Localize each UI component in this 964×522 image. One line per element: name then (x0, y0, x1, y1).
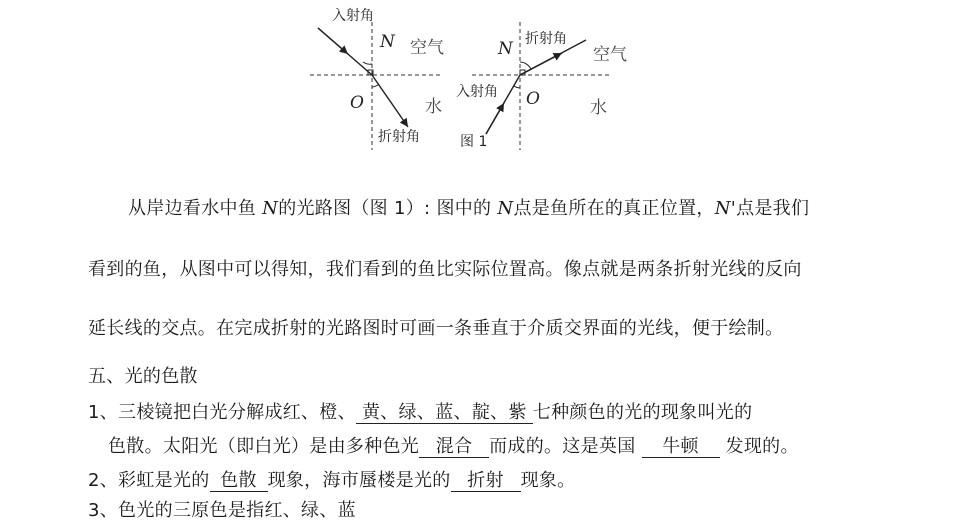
item1-line-1: 1、三棱镜把白光分解成红、橙、 黄、绿、蓝、靛、紫 七种颜色的光的现象叫光的 (88, 402, 753, 423)
right-diagram (456, 22, 627, 150)
paragraph-line-3: 延长线的交点。在完成折射的光路图时可画一条垂直于介质交界面的光线，便于绘制。 (88, 318, 784, 339)
blank-refraction: 折射 (451, 471, 521, 492)
figure-caption: 图 1 (460, 134, 488, 150)
image-n-prime-symbol: N' (714, 198, 737, 219)
paragraph-line-1: 从岸边看水中鱼 N的光路图（图 1）: 图中的 N点是鱼所在的真正位置，N'点是我们 (128, 198, 810, 219)
left-refraction-label: 折射角 (378, 129, 420, 145)
left-water-label: 水 (425, 97, 442, 117)
left-refracted-ray (372, 75, 408, 127)
fish-n-symbol: N (262, 198, 279, 219)
right-normal-label: N (498, 39, 513, 59)
right-water-label: 水 (590, 98, 607, 118)
left-point-label: O (350, 93, 364, 113)
right-refraction-label: 折射角 (525, 31, 567, 47)
right-incident-label: 入射角 (456, 84, 498, 100)
left-air-label: 空气 (410, 38, 444, 58)
fish-n-symbol: N (497, 198, 514, 219)
item3-line-partial: 3、色光的三原色是指红、绿、蓝 (88, 500, 356, 521)
blank-mix: 混合 (419, 437, 489, 458)
paragraph-line-2: 看到的鱼，从图中可以得知，我们看到的鱼比实际位置高。像点就是两条折射光线的反向 (88, 259, 802, 280)
refraction-diagram (300, 0, 660, 160)
left-diagram (310, 8, 444, 150)
left-normal-label: N (380, 32, 395, 52)
color-blanks: 黄、绿、蓝、靛、紫 (356, 403, 533, 424)
section-heading: 五、光的色散 (88, 366, 198, 387)
blank-dispersion: 色散 (210, 471, 268, 492)
blank-newton: 牛顿 (642, 437, 720, 458)
right-air-label: 空气 (593, 45, 627, 65)
left-incident-label: 入射角 (332, 8, 374, 24)
item1-line-2: 色散。太阳光（即白光）是由多种色光 混合 而成的。这是英国 牛顿 发现的。 (108, 436, 799, 457)
right-point-label: O (526, 89, 540, 109)
item2-line: 2、彩虹是光的 色散 现象，海市蜃楼是光的 折射 现象。 (88, 470, 576, 491)
